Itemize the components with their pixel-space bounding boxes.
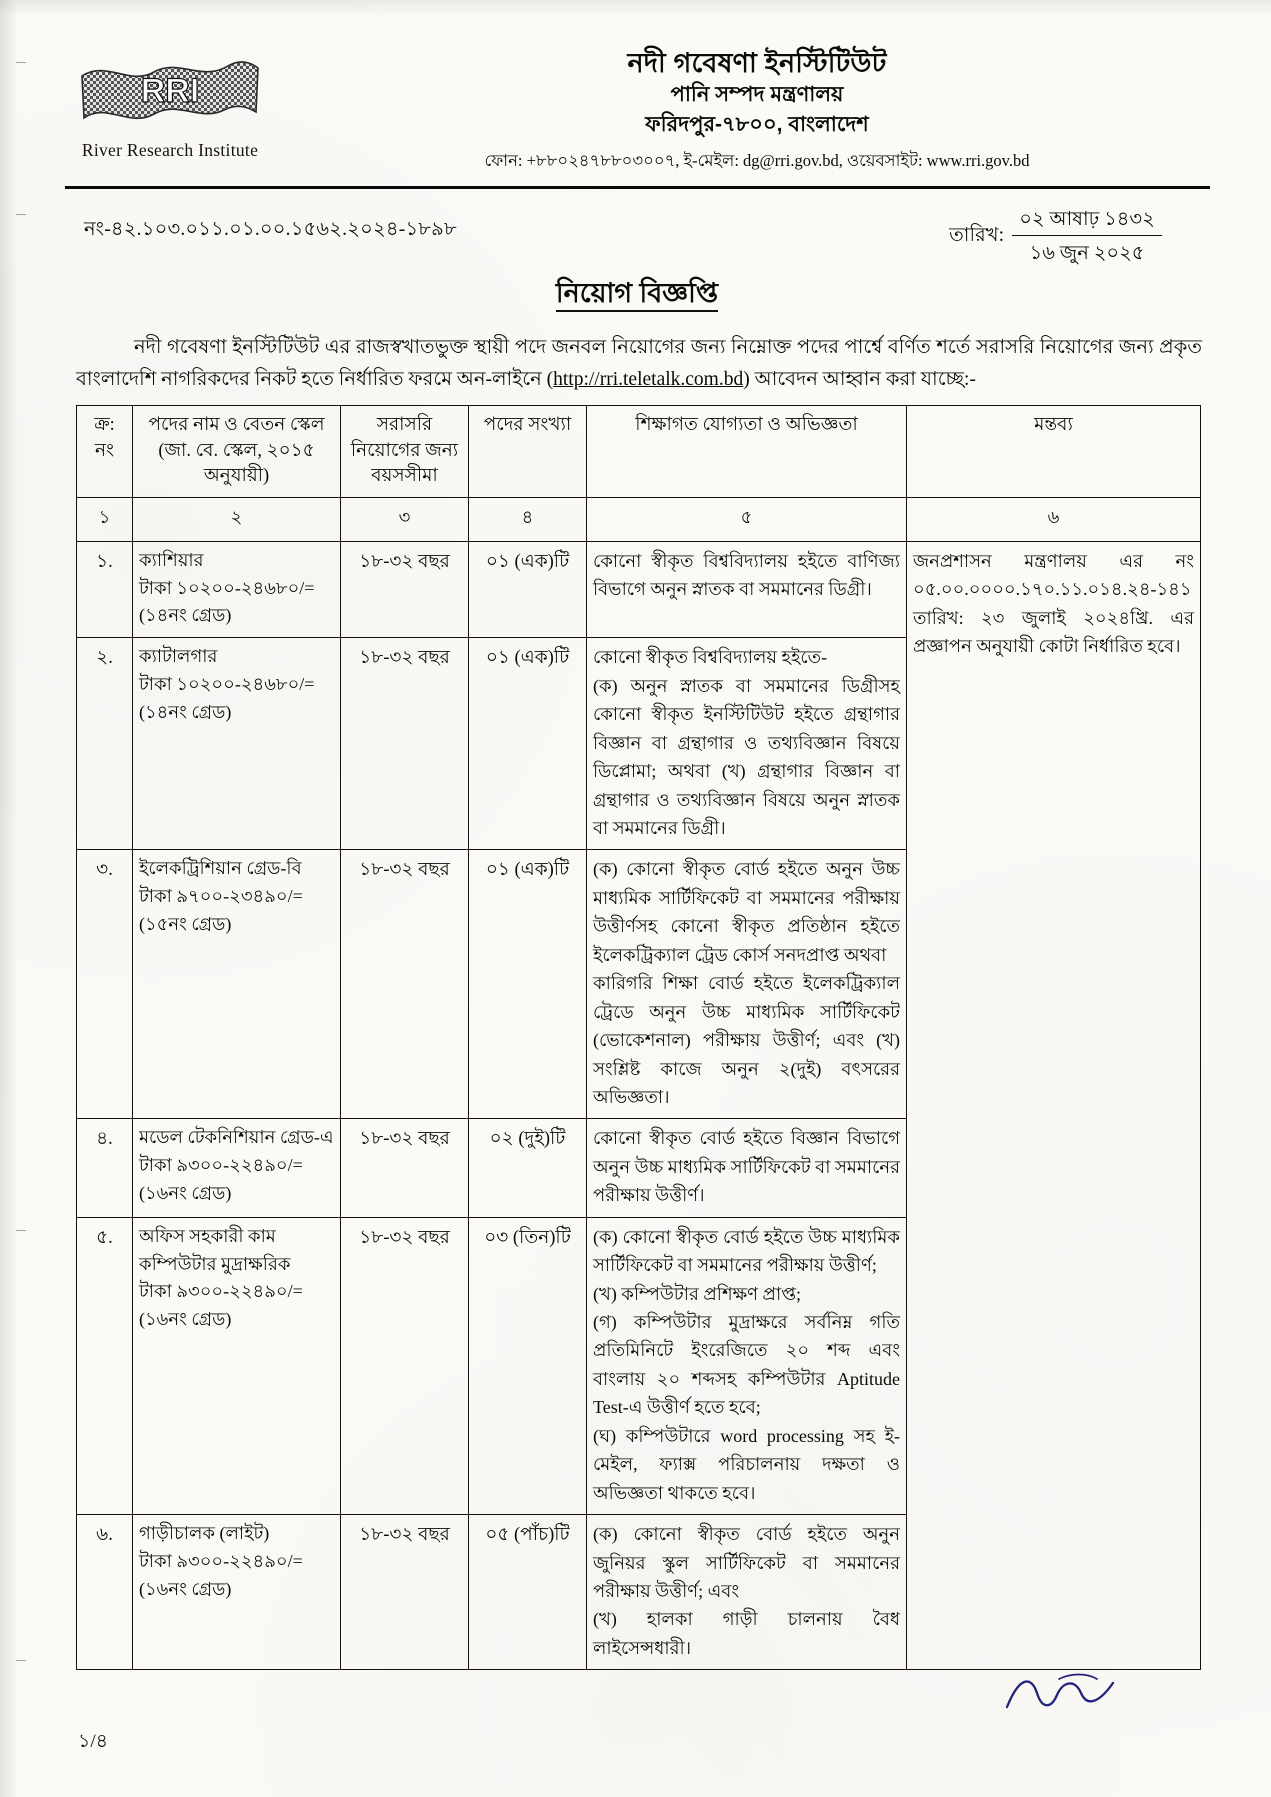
qualification-line: কারিগরি শিক্ষা বোর্ড হইতে ইলেকট্রিক্যাল ট্রেডে অনুন উচ্চ মাধ্যমিক সার্টিফিকেট (ভোকেশনাল) পরীক্ষায় উত্তীর্ণ; এবং (খ) সংশ্লিষ্ট কাজে অনুন ২(দুই) বৎসরের অভিজ্ঞতা। bbox=[593, 973, 900, 1107]
cell-age-limit: ১৮-৩২ বছর bbox=[341, 541, 469, 638]
memo-date-group bbox=[949, 205, 1162, 269]
qualification-line: (ক) কোনো স্বীকৃত বোর্ড হইতে উচ্চ মাধ্যমিক সার্টিফিকেট বা সমমানের পরীক্ষায় উত্তীর্ণ; bbox=[593, 1226, 900, 1276]
organization-header bbox=[312, 48, 1202, 175]
scan-tick-mark bbox=[16, 62, 26, 63]
qualification-line: (খ) কম্পিউটার প্রশিক্ষণ প্রাপ্ত; bbox=[593, 1283, 802, 1304]
col-number-6: ৬ bbox=[907, 497, 1201, 541]
svg-text:RRI: RRI bbox=[140, 72, 199, 110]
handwritten-signature bbox=[1001, 1667, 1121, 1719]
memo-date-values bbox=[1012, 205, 1162, 269]
post-name: ইলেকট্রিশিয়ান গ্রেড-বি bbox=[139, 858, 302, 879]
post-grade: (১৪নং গ্রেড) bbox=[139, 605, 232, 626]
cell-post-details bbox=[133, 541, 341, 638]
cell-qualification bbox=[587, 638, 907, 850]
scan-tick-mark bbox=[16, 1660, 26, 1661]
document-content bbox=[62, 30, 1212, 1670]
ministry-name: পানি সম্পদ মন্ত্রণালয় bbox=[670, 83, 844, 107]
qualification-line: (ক) অনুন স্নাতক বা সমমানের ডিগ্রীসহ কোনো স্বীকৃত ইনস্টিটিউট হইতে গ্রন্থাগার বিজ্ঞান বা গ্রন্থাগার ও তথ্যবিজ্ঞান বিষয়ে ডিপ্লোমা; অথবা (খ) গ্রন্থাগার বিজ্ঞান বা গ্রন্থাগার ও তথ্যবিজ্ঞান বিষয়ে অনুন স্নাতক বা সমমানের ডিগ্রী। bbox=[593, 675, 900, 838]
cell-qualification bbox=[587, 541, 907, 638]
table-header-row bbox=[77, 406, 1201, 498]
qualification-line: (ঘ) কম্পিউটারে word processing সহ ই-মেইল, ফ্যাক্স পরিচালনায় দক্ষতা ও অভিজ্ঞতা থাকতে হবে। bbox=[593, 1425, 900, 1503]
post-grade: (১৪নং গ্রেড) bbox=[139, 702, 232, 723]
scan-tick-mark bbox=[16, 1230, 26, 1231]
post-name: গাড়ীচালক (লাইট) bbox=[139, 1523, 270, 1544]
rri-flag-logo-icon bbox=[78, 54, 263, 136]
cell-remarks bbox=[907, 541, 1201, 1670]
cell-post-details bbox=[133, 1515, 341, 1670]
post-grade: (১৬নং গ্রেড) bbox=[139, 1578, 232, 1599]
cell-vacancy-count: ০১ (এক)টি bbox=[469, 850, 587, 1119]
memo-number: নং-৪২.১০৩.০১১.০১.০০.১৫৬২.২০২৪-১৮৯৮ bbox=[84, 219, 457, 240]
memo-date-gregorian: ১৬ জুন ২০২৫ bbox=[1029, 243, 1145, 265]
qualification-line: (গ) কম্পিউটার মুদ্রাক্ষরে সর্বনিম্ন গতি প্রতিমিনিটে ইংরেজিতে ২০ শব্দ এবং বাংলায় ২০ শব্দসহ কম্পিউটার Aptitude Test-এ উত্তীর্ণ হতে হবে; bbox=[593, 1312, 900, 1418]
cell-post-details bbox=[133, 1217, 341, 1514]
memo-row bbox=[62, 205, 1212, 277]
intro-text-part1: নদী গবেষণা ইনস্টিটিউট এর রাজস্বখাতভুক্ত স্থায়ী পদে জনবল নিয়োগের জন্য নিম্নোক্ত পদের পার্শ্বে বর্ণিত শর্তে সরাসরি নিয়োগের জন্য প্রকৃত বাংলাদেশি নাগরিকদের নিকট হতে নির্ধারিত ফরমে অন-লাইনে ( bbox=[76, 337, 1202, 390]
cell-vacancy-count: ০২ (দুই)টি bbox=[469, 1119, 587, 1217]
institute-logo bbox=[70, 54, 270, 161]
organization-address: ফরিদপুর-৭৮০০, বাংলাদেশ bbox=[645, 112, 869, 136]
post-name: ক্যাটালগার bbox=[139, 646, 218, 667]
col-header-post-name: পদের নাম ও বেতন স্কেল (জা. বে. স্কেল, ২০১৫ অনুযায়ী) bbox=[133, 406, 341, 498]
cell-qualification bbox=[587, 1217, 907, 1514]
page-title bbox=[62, 273, 1212, 318]
remark-line: জনপ্রশাসন মন্ত্রণালয় এর নং ০৫.০০.০০০০.১৭০.১১.০১৪.২৪-১৪১ তারিখ: ২৩ জুলাই ২০২৪খ্রি. এর প্রজ্ঞাপন অনুযায়ী কোটা নির্ধারিত হবে। bbox=[913, 550, 1194, 657]
post-salary-scale: টাকা ১০২০০-২৪৬৮০/= bbox=[139, 577, 315, 598]
page-number-footer: ১/৪ bbox=[78, 1731, 108, 1752]
col-header-vacancies: পদের সংখ্যা bbox=[469, 406, 587, 498]
cell-age-limit: ১৮-৩২ বছর bbox=[341, 638, 469, 850]
cell-qualification bbox=[587, 1515, 907, 1670]
memo-date-label: তারিখ: bbox=[949, 225, 1004, 246]
cell-age-limit: ১৮-৩২ বছর bbox=[341, 850, 469, 1119]
post-grade: (১৫নং গ্রেড) bbox=[139, 914, 232, 935]
cell-qualification bbox=[587, 1119, 907, 1217]
col-number-2: ২ bbox=[133, 497, 341, 541]
qualification-line: (ক) কোনো স্বীকৃত বোর্ড হইতে অনুন উচ্চ মাধ্যমিক সার্টিফিকেট বা সমমানের পরীক্ষায় উত্তীর্ণসহ কোনো স্বীকৃত প্রতিষ্ঠান হইতে ইলেকট্রিক্যাল ট্রেড কোর্স সনদপ্রাপ্ত অথবা bbox=[593, 859, 900, 965]
cell-serial: ৫. bbox=[77, 1217, 133, 1514]
vacancy-table bbox=[76, 405, 1201, 1670]
qualification-line: কোনো স্বীকৃত বিশ্ববিদ্যালয় হইতে বাণিজ্য বিভাগে অনুন স্নাতক বা সমমানের ডিগ্রী। bbox=[593, 550, 900, 600]
cell-age-limit: ১৮-৩২ বছর bbox=[341, 1217, 469, 1514]
col-number-5: ৫ bbox=[587, 497, 907, 541]
cell-serial: ২. bbox=[77, 638, 133, 850]
post-grade: (১৬নং গ্রেড) bbox=[139, 1183, 232, 1204]
post-grade: (১৬নং গ্রেড) bbox=[139, 1309, 232, 1330]
table-column-number-row bbox=[77, 497, 1201, 541]
post-salary-scale: টাকা ৯৩০০-২২৪৯০/= bbox=[139, 1155, 303, 1176]
scan-tick-mark bbox=[16, 214, 26, 215]
col-number-1: ১ bbox=[77, 497, 133, 541]
cell-vacancy-count: ০৩ (তিন)টি bbox=[469, 1217, 587, 1514]
qualification-line: কোনো স্বীকৃত বিশ্ববিদ্যালয় হইতে- bbox=[593, 647, 828, 668]
col-header-remarks: মন্তব্য bbox=[907, 406, 1201, 498]
qualification-line: (ক) কোনো স্বীকৃত বোর্ড হইতে অনুন জুনিয়র স্কুল সার্টিফিকেট বা সমমানের পরীক্ষায় উত্তীর্ণ; এবং bbox=[593, 1524, 900, 1601]
intro-text-part2: ) আবেদন আহ্বান করা যাচ্ছে:- bbox=[743, 368, 976, 390]
vacancy-table-body bbox=[77, 541, 1201, 1670]
col-header-qualification: শিক্ষাগত যোগ্যতা ও অভিজ্ঞতা bbox=[587, 406, 907, 498]
post-salary-scale: টাকা ১০২০০-২৪৬৮০/= bbox=[139, 674, 315, 695]
cell-serial: ৬. bbox=[77, 1515, 133, 1670]
qualification-line: কোনো স্বীকৃত বোর্ড হইতে বিজ্ঞান বিভাগে অনুন উচ্চ মাধ্যমিক সার্টিফিকেট বা সমমানের পরীক্ষায় উত্তীর্ণ। bbox=[593, 1128, 900, 1206]
table-row bbox=[77, 541, 1201, 638]
cell-post-details bbox=[133, 850, 341, 1119]
post-salary-scale: টাকা ৯৩০০-২২৪৯০/= bbox=[139, 1281, 303, 1302]
header-divider-rule bbox=[65, 186, 1210, 189]
col-header-serial: ক্র: নং bbox=[77, 406, 133, 498]
application-portal-link[interactable]: http://rri.teletalk.com.bd bbox=[553, 368, 744, 390]
cell-post-details bbox=[133, 1119, 341, 1217]
cell-vacancy-count: ০১ (এক)টি bbox=[469, 638, 587, 850]
cell-serial: ১. bbox=[77, 541, 133, 638]
post-name: মডেল টেকনিশিয়ান গ্রেড-এ bbox=[139, 1127, 334, 1148]
post-name: অফিস সহকারী কাম কম্পিউটার মুদ্রাক্ষরিক bbox=[139, 1225, 291, 1274]
cell-serial: ৩. bbox=[77, 850, 133, 1119]
cell-vacancy-count: ০৫ (পাঁচ)টি bbox=[469, 1515, 587, 1670]
post-salary-scale: টাকা ৯৩০০-২২৪৯০/= bbox=[139, 1550, 303, 1571]
letterhead bbox=[62, 30, 1212, 182]
logo-caption: River Research Institute bbox=[81, 140, 259, 160]
cell-serial: ৪. bbox=[77, 1119, 133, 1217]
post-name: ক্যাশিয়ার bbox=[139, 549, 204, 570]
qualification-line: (খ) হালকা গাড়ী চালনায় বৈধ লাইসেন্সধারী। bbox=[593, 1609, 900, 1658]
cell-post-details bbox=[133, 638, 341, 850]
cell-vacancy-count: ০১ (এক)টি bbox=[469, 541, 587, 638]
scan-edge-artifact-top bbox=[0, 0, 1271, 16]
post-salary-scale: টাকা ৯৭০০-২৩৪৯০/= bbox=[139, 886, 303, 907]
page-title-text: নিয়োগ বিজ্ঞপ্তি bbox=[556, 278, 718, 312]
cell-age-limit: ১৮-৩২ বছর bbox=[341, 1515, 469, 1670]
memo-date-bengali: ০২ আষাঢ় ১৪৩২ bbox=[1012, 205, 1162, 236]
organization-contact-line: ফোন: +৮৮০২৪৭৮৮০৩০০৭, ই-মেইল: dg@rri.gov.bd, ওয়েবসাইট: www.rri.gov.bd bbox=[484, 150, 1030, 170]
col-number-3: ৩ bbox=[341, 497, 469, 541]
cell-age-limit: ১৮-৩২ বছর bbox=[341, 1119, 469, 1217]
scan-edge-artifact-left bbox=[0, 0, 26, 1797]
col-header-age-limit: সরাসরি নিয়োগের জন্য বয়সসীমা bbox=[341, 406, 469, 498]
col-number-4: ৪ bbox=[469, 497, 587, 541]
cell-qualification bbox=[587, 850, 907, 1119]
intro-paragraph bbox=[76, 332, 1202, 395]
organization-name: নদী গবেষণা ইনস্টিটিউট bbox=[627, 48, 887, 78]
